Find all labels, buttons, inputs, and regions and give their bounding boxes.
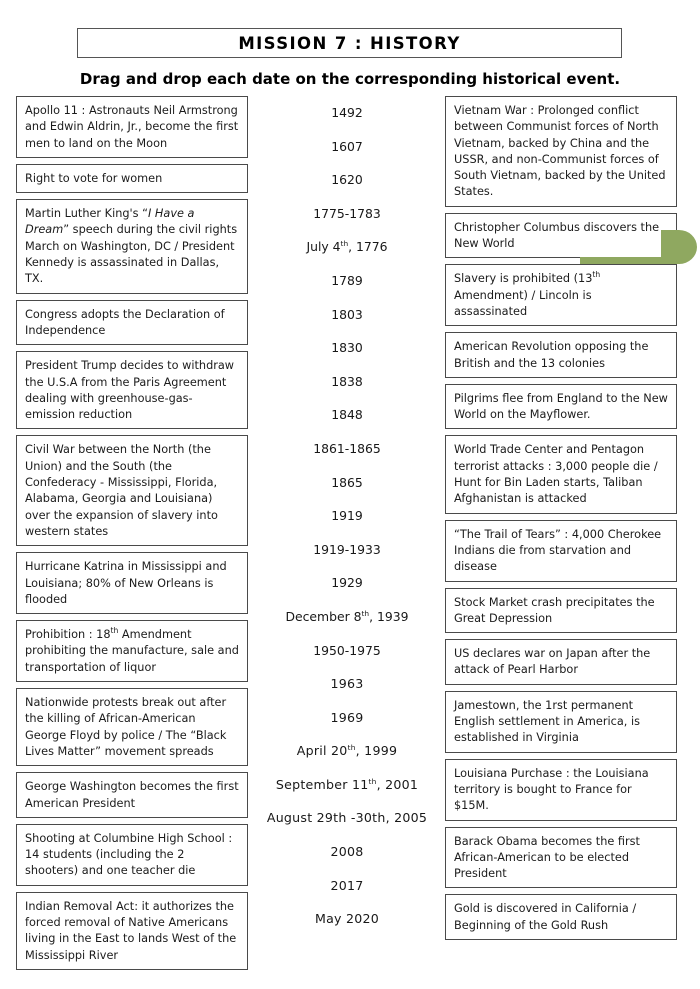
date-chip-7[interactable]: 1830	[331, 340, 363, 356]
event-box-left-0[interactable]	[16, 96, 248, 158]
event-box-right-7[interactable]	[445, 588, 677, 634]
event-text: Slavery is prohibited (13th Amendment) / Lincoln is assassinated	[454, 270, 601, 318]
event-box-left-4[interactable]	[16, 351, 248, 429]
event-text: “The Trail of Tears” : 4,000 Cherokee Indians die from starvation and disease	[454, 527, 662, 574]
date-bank-column	[254, 96, 440, 936]
event-box-right-9[interactable]	[445, 691, 677, 753]
event-box-right-11[interactable]	[445, 827, 677, 889]
event-text: Indian Removal Act: it authorizes the forced removal of Native Americans living in the East to lands West of the Mississippi River	[25, 899, 237, 962]
date-chip-16[interactable]: 1950-1975	[313, 642, 381, 658]
event-text: Nationwide protests break out after the killing of African-American George Floyd by police / The “Black Lives Matter” movement spreads	[25, 696, 227, 758]
event-box-right-4[interactable]	[445, 384, 677, 430]
date-chip-19[interactable]: April 20th, 1999	[296, 743, 398, 759]
date-chip-22[interactable]: 2008	[330, 844, 364, 860]
event-text: George Washington becomes the first American President	[25, 780, 239, 810]
event-text: Jamestown, the 1rst permanent English settlement in America, is established in Virginia	[454, 698, 640, 745]
date-chip-18[interactable]: 1969	[330, 709, 364, 725]
date-chip-1[interactable]: 1607	[331, 138, 363, 154]
event-box-right-0[interactable]	[445, 96, 677, 207]
event-text: Vietnam War : Prolonged conflict between Communist forces of North Vietnam, backed by China and the USSR, and non-Communist forces of South Vietnam, backed by the United States.	[454, 104, 666, 199]
date-chip-0[interactable]: 1492	[331, 105, 363, 120]
instruction-text: Drag and drop each date on the corresponding historical event.	[79, 70, 621, 88]
event-box-left-3[interactable]	[16, 300, 248, 346]
mission-title-box	[77, 28, 622, 58]
event-text: Barack Obama becomes the first African-American to be elected President	[454, 834, 640, 881]
event-box-right-2[interactable]	[445, 264, 677, 326]
event-text: Martin Luther King's “I Have a Dream” speech during the civil rights March on Washington, DC / President Kennedy is assassinated in Dallas, TX.	[25, 207, 238, 286]
date-chip-15[interactable]: December 8th, 1939	[285, 608, 409, 624]
event-box-left-6[interactable]	[16, 552, 248, 614]
event-text: American Revolution opposing the British and the 13 colonies	[454, 340, 649, 370]
event-text: Stock Market crash precipitates the Great Depression	[454, 595, 655, 625]
date-chip-11[interactable]: 1865	[331, 474, 363, 490]
date-chip-21[interactable]: August 29th -30th, 2005	[266, 810, 428, 826]
date-chip-23[interactable]: 2017	[330, 877, 364, 893]
page-title: MISSION 7 : HISTORY	[238, 33, 461, 53]
event-box-left-1[interactable]	[16, 164, 248, 193]
date-chip-20[interactable]: September 11th, 2001	[275, 776, 419, 792]
event-box-left-11[interactable]	[16, 892, 248, 970]
drop-target-marker	[661, 230, 697, 264]
event-text: US declares war on Japan after the attack of Pearl Harbor	[454, 647, 651, 677]
event-text: President Trump decides to withdraw the U.S.A from the Paris Agreement dealing with greenhouse-gas-emission reduction	[25, 359, 235, 422]
date-chip-12[interactable]: 1919	[331, 508, 363, 524]
date-chip-4[interactable]: July 4th, 1776	[306, 239, 388, 255]
event-text: Louisiana Purchase : the Louisiana territory is bought to France for $15M.	[454, 766, 649, 813]
date-chip-24[interactable]: May 2020	[314, 911, 380, 927]
event-text: Prohibition : 18th Amendment prohibiting the manufacture, sale and transportation of liquor	[25, 626, 239, 674]
event-text: Civil War between the North (the Union) and the South (the Confederacy - Mississippi, Florida, Alabama, Georgia and Louisiana) over the expansion of slavery into western states	[25, 443, 218, 538]
left-event-column	[16, 96, 248, 976]
event-box-left-9[interactable]	[16, 772, 248, 818]
event-text: Shooting at Columbine High School : 14 students (including the 2 shooters) and one teacher die	[25, 831, 233, 878]
event-box-left-5[interactable]	[16, 435, 248, 546]
date-chip-6[interactable]: 1803	[331, 306, 363, 322]
event-box-left-10[interactable]	[16, 824, 248, 886]
event-box-right-10[interactable]	[445, 759, 677, 821]
event-box-left-8[interactable]	[16, 688, 248, 766]
date-chip-13[interactable]: 1919-1933	[313, 541, 381, 557]
event-box-left-2[interactable]	[16, 199, 248, 293]
date-chip-2[interactable]: 1620	[331, 172, 363, 188]
event-box-left-7[interactable]	[16, 620, 248, 682]
event-text: World Trade Center and Pentagon terrorist attacks : 3,000 people die / Hunt for Bin Laden starts, Taliban Afghanistan is attacked	[454, 443, 658, 506]
event-box-right-6[interactable]	[445, 520, 677, 582]
event-text: Christopher Columbus discovers the New World	[454, 220, 660, 251]
date-chip-8[interactable]: 1838	[331, 373, 363, 389]
date-chip-14[interactable]: 1929	[331, 575, 363, 591]
event-text: Right to vote for women	[25, 171, 163, 185]
date-chip-3[interactable]: 1775-1783	[313, 205, 381, 221]
date-chip-9[interactable]: 1848	[331, 407, 363, 423]
event-box-right-3[interactable]	[445, 332, 677, 378]
event-box-right-5[interactable]	[445, 435, 677, 513]
event-text: Pilgrims flee from England to the New World on the Mayflower.	[454, 391, 668, 422]
event-box-right-1[interactable]	[445, 213, 677, 259]
event-box-right-8[interactable]	[445, 639, 677, 685]
right-event-column	[445, 96, 677, 946]
date-chip-17[interactable]: 1963	[330, 676, 364, 692]
event-text: Hurricane Katrina in Mississippi and Louisiana; 80% of New Orleans is flooded	[25, 560, 227, 606]
event-text: Congress adopts the Declaration of Independence	[25, 307, 225, 337]
date-chip-5[interactable]: 1789	[331, 272, 363, 288]
date-chip-10[interactable]: 1861-1865	[313, 440, 381, 456]
event-text: Gold is discovered in California / Beginning of the Gold Rush	[454, 902, 637, 932]
event-box-right-12[interactable]	[445, 894, 677, 940]
event-text: Apollo 11 : Astronauts Neil Armstrong and Edwin Aldrin, Jr., become the first men to land on the Moon	[25, 104, 239, 150]
